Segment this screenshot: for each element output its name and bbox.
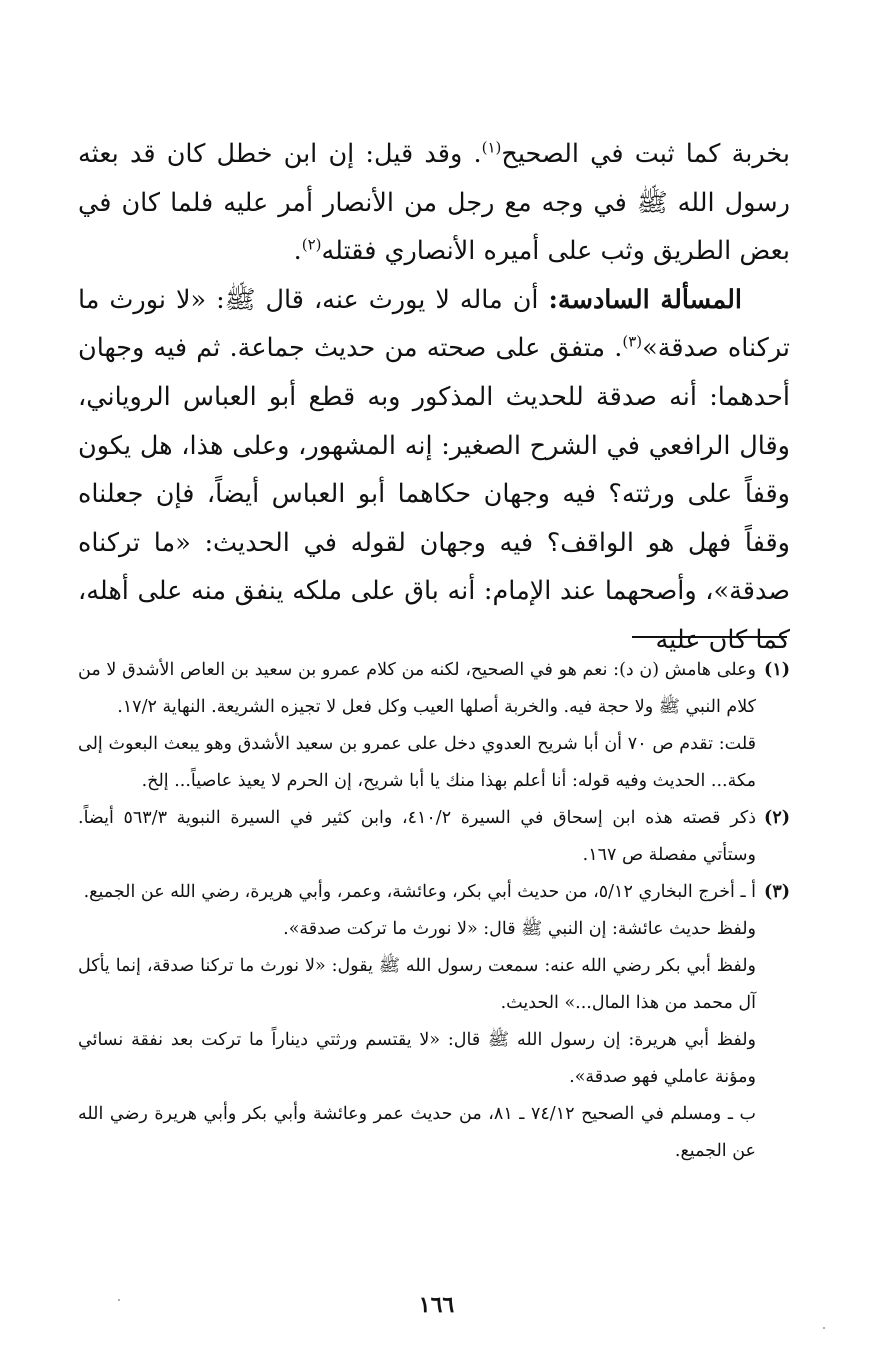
footnote-separator [632,636,787,638]
footnote-ref-3[interactable]: (٣) [622,332,643,351]
text-run: أن ماله لا يورث عنه، قال ﷺ: «لا نورث ما تركناه صدقة» [78,284,790,364]
scan-speck [823,1327,825,1329]
main-text [78,130,790,665]
footnote-paragraph: ولفظ أبي هريرة: إن رسول الله ﷺ قال: «لا يقتسم ورثتي ديناراً ما تركت بعد نفقة نسائي ومؤنة عاملي فهو صدقة». [78,1030,756,1087]
footnote-paragraph: قلت: تقدم ص ٧٠ أن أبا شريح العدوي دخل على عمرو بن سعيد الأشدق وهو يبعث البعوث إلى مكة... الحديث وفيه قوله: أنا أعلم بهذا منك يا أبا شريح، إن الحرم لا يعيذ عاصياً... إلخ. [78,734,756,791]
footnote-paragraph: ذكر قصته هذه ابن إسحاق في السيرة ٤١٠/٢، وابن كثير في السيرة النبوية ٥٦٣/٣ أيضاً. وستأتي مفصلة ص ١٦٧. [78,808,756,865]
text-run: . وقد قيل: إن ابن خطل كان قد بعثه رسول الله ﷺ في وجه مع رجل من الأنصار أمر عليه فلما كان في بعض الطريق وثب على أميره الأنصاري فقتله [78,139,790,267]
text-run: . متفق على صحته من حديث جماعة. ثم فيه وجهان أحدهما: أنه صدقة للحديث المذكور وبه قطع أبو العباس الروياني، وقال الرافعي في الشرح الصغير: إنه المشهور، وعلى هذا، هل يكون وقفاً على ورثته؟ فيه وجهان حكاهما أبو العباس أيضاً، فإن جعلناه وقفاً فهل هو الواقف؟ فيه وجهان لقوله في الحديث: «ما تركناه صدقة»، وأصحهما عند الإمام: أنه باق على ملكه ينفق منه على أهله، كما كان عليه [78,333,790,655]
text-run: بخربة كما ثبت في الصحيح [501,139,790,169]
footnote-number: (٣) [764,882,790,902]
scan-speck [118,1299,120,1301]
footnote-number: (٢) [764,808,790,828]
footnote [78,800,790,874]
footnote-paragraph: وعلى هامش (ن د): نعم هو في الصحيح، لكنه من كلام عمرو بن سعيد بن العاص الأشدق لا من كلام النبي ﷺ ولا حجة فيه. والخربة أصلها العيب وكل فعل لا تجيزه الشريعة. النهاية ١٧/٢. [78,660,756,717]
footnote-paragraph: ب ـ ومسلم في الصحيح ٧٤/١٢ ـ ٨١، من حديث عمر وعائشة وأبي بكر وأبي هريرة رضي الله عن الجميع. [78,1104,756,1161]
text-run: . [293,236,302,267]
page-number: ١٦٦ [418,1292,455,1318]
main-paragraph-2 [78,276,790,665]
footnote-paragraph: أ ـ أخرج البخاري ٥/١٢، من حديث أبي بكر، وعائشة، وعمر، وأبي هريرة، رضي الله عن الجميع. [83,882,756,902]
footnote-ref-2[interactable]: (٢) [301,235,322,254]
footnote-paragraph: ولفظ أبي بكر رضي الله عنه: سمعت رسول الله ﷺ يقول: «لا نورث ما تركنا صدقة، إنما يأكل آل محمد من هذا المال...» الحديث. [78,956,756,1013]
main-paragraph-1 [78,130,790,276]
footnote-ref-1[interactable]: (١) [481,138,502,157]
footnote-number: (١) [764,660,790,680]
footnote [78,874,790,1170]
section-heading: المسألة السادسة: [548,284,742,315]
footnote-paragraph: ولفظ حديث عائشة: إن النبي ﷺ قال: «لا نورث ما تركت صدقة». [283,919,756,939]
footnote-body [78,652,756,800]
footnotes [78,652,790,1170]
footnote-body [78,874,756,1170]
footnote [78,652,790,800]
footnote-body [78,800,756,874]
